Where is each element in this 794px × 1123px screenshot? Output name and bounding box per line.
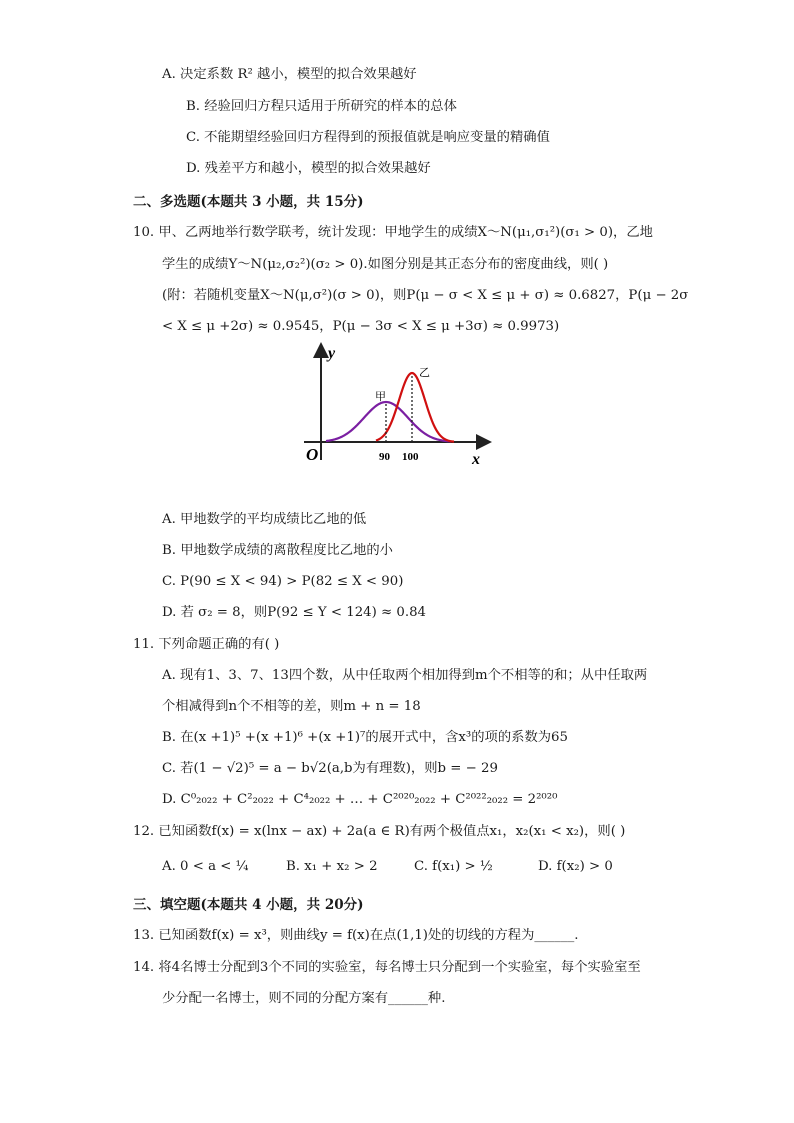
q14-stem-line-2: 少分配一名博士，则不同的分配方案有______种. xyxy=(162,991,446,1006)
q11-option-c: C. 若(1 − √2)⁵ = a − b√2(a,b为有理数)，则b = − 29 xyxy=(162,761,498,776)
normal-distribution-figure xyxy=(296,336,500,468)
tick-100: 100 xyxy=(402,451,419,463)
q11-option-a-line-1: A. 现有1、3、7、13四个数，从中任取两个相加得到m个不相等的和；从中任取两 xyxy=(162,668,648,683)
q11-stem: 11. 下列命题正确的有( ) xyxy=(133,637,280,652)
curve-yi xyxy=(376,373,454,442)
q13-stem: 13. 已知函数f(x) = x³，则曲线y = f(x)在点(1,1)处的切线的方程为______. xyxy=(133,928,579,943)
section-heading-multiple-choice: 二、多选题(本题共 3 小题，共 15分) xyxy=(133,194,364,210)
q11-option-b: B. 在(x +1)⁵ +(x +1)⁶ +(x +1)⁷的展开式中，含x³的项的系数为65 xyxy=(162,730,568,745)
q10-option-b: B. 甲地数学成绩的离散程度比乙地的小 xyxy=(162,543,393,558)
tick-90: 90 xyxy=(379,451,390,463)
q9-option-a: A. 决定系数 R² 越小，模型的拟合效果越好 xyxy=(162,67,417,82)
normal-curves-svg xyxy=(296,336,500,468)
q11-option-d: D. C⁰₂₀₂₂ + C²₂₀₂₂ + C⁴₂₀₂₂ + … + C²⁰²⁰₂₀₂₂ + C²⁰²²₂₀₂₂ = 2²⁰²⁰ xyxy=(162,792,558,807)
q11-option-a-line-2: 个相减得到n个不相等的差，则m + n = 18 xyxy=(162,699,421,714)
q10-stem-line-2: 学生的成绩Y～N(μ₂,σ₂²)(σ₂ > 0).如图分别是其正态分布的密度曲线，则( ) xyxy=(162,257,609,272)
q10-option-d: D. 若 σ₂ = 8，则P(92 ≤ Y < 124) ≈ 0.84 xyxy=(162,605,427,620)
q10-stem-line-1: 10. 甲、乙两地举行数学联考，统计发现：甲地学生的成绩X～N(μ₁,σ₁²)(σ₁ > 0)，乙地 xyxy=(133,225,653,240)
y-axis-label: y xyxy=(328,345,336,362)
q9-option-d: D. 残差平方和越小，模型的拟合效果越好 xyxy=(186,161,431,176)
curve-jia-label: 甲 xyxy=(375,390,386,403)
q12-option-c: C. f(x₁) > ½ xyxy=(414,859,493,874)
origin-label: O xyxy=(306,445,319,464)
q12-stem: 12. 已知函数f(x) = x(lnx − ax) + 2a(a ∈ R)有两个极值点x₁，x₂(x₁ < x₂)，则( ) xyxy=(133,824,626,839)
x-axis-label: x xyxy=(472,451,480,468)
q10-option-c: C. P(90 ≤ X < 94) > P(82 ≤ X < 90) xyxy=(162,574,404,589)
q10-note-line-1: (附：若随机变量X～N(μ,σ²)(σ > 0)，则P(μ − σ < X ≤ μ + σ) ≈ 0.6827，P(μ − 2σ xyxy=(162,288,689,303)
q12-option-d: D. f(x₂) > 0 xyxy=(538,859,613,874)
q12-option-a: A. 0 < a < ¼ xyxy=(162,859,249,874)
q9-option-b: B. 经验回归方程只适用于所研究的样本的总体 xyxy=(186,99,457,114)
q9-option-c: C. 不能期望经验回归方程得到的预报值就是响应变量的精确值 xyxy=(186,130,550,145)
section-heading-fill-in: 三、填空题(本题共 4 小题，共 20分) xyxy=(133,897,364,913)
q14-stem-line-1: 14. 将4名博士分配到3个不同的实验室，每名博士只分配到一个实验室，每个实验室至 xyxy=(133,960,641,975)
q10-option-a: A. 甲地数学的平均成绩比乙地的低 xyxy=(162,512,367,527)
q12-option-b: B. x₁ + x₂ > 2 xyxy=(286,859,378,874)
curve-yi-label: 乙 xyxy=(419,366,430,379)
q10-note-line-2: < X ≤ μ +2σ) ≈ 0.9545，P(μ − 3σ < X ≤ μ +3σ) ≈ 0.9973) xyxy=(162,319,560,334)
